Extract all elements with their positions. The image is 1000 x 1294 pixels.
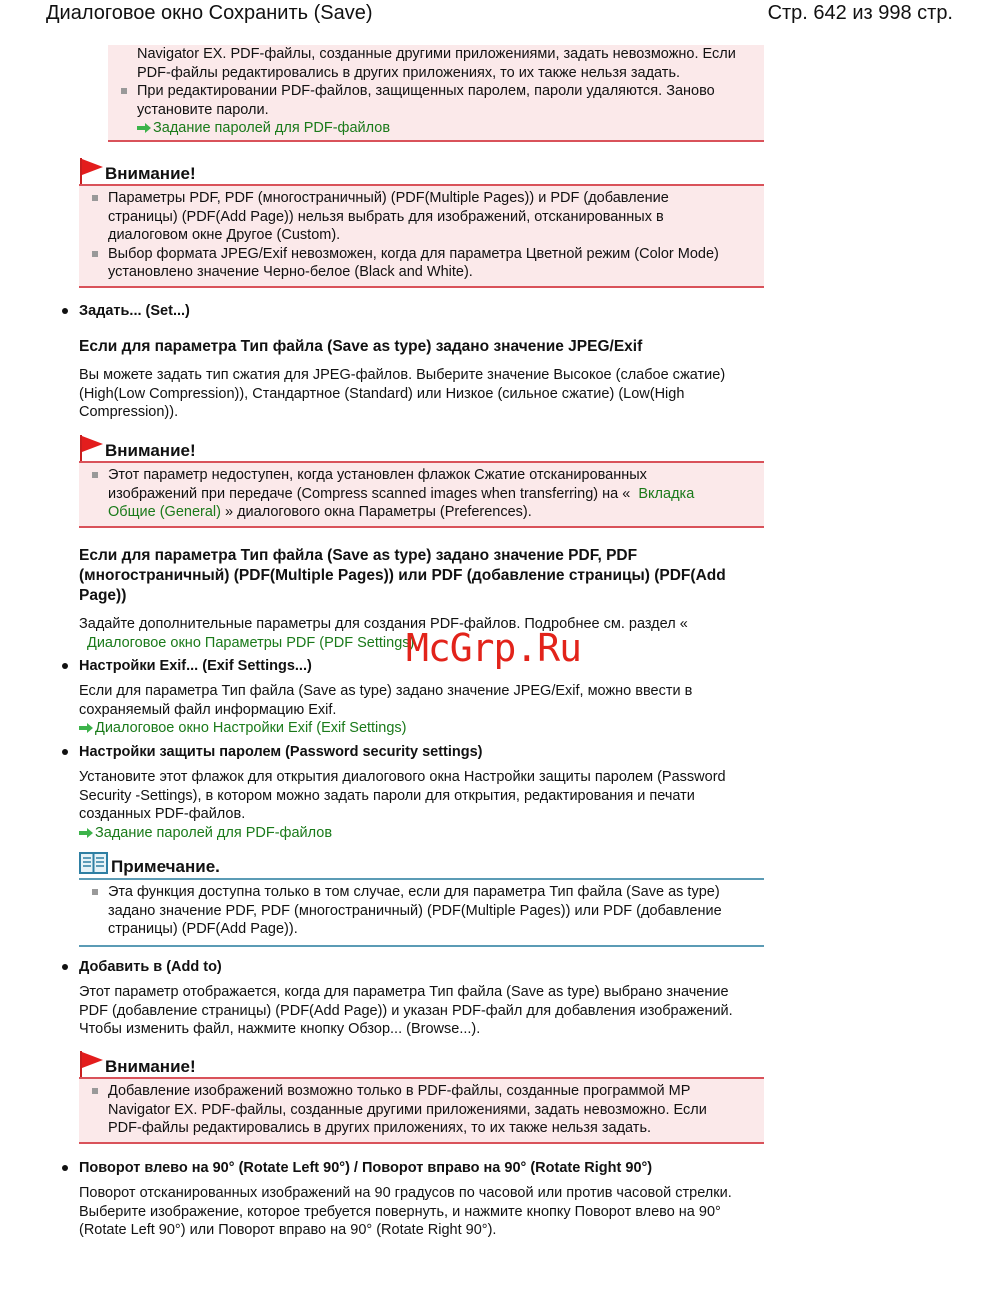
note-label: Примечание.: [111, 857, 220, 876]
tab-general-link[interactable]: Общие (General): [108, 504, 221, 520]
list-item: При редактировании PDF-файлов, защищенных паролем, пароли удаляются. Заново установите пароли.: [108, 82, 764, 119]
caution-label: Внимание!: [105, 1057, 196, 1076]
exif-settings-link[interactable]: Диалоговое окно Настройки Exif (Exif Settings): [79, 719, 764, 738]
section-heading: Если для параметра Тип файла (Save as type) задано значение JPEG/Exif: [79, 338, 643, 355]
top-box-link[interactable]: Задание паролей для PDF-файлов: [108, 119, 764, 138]
bullet-rotate: Поворот влево на 90° (Rotate Left 90°) / Поворот вправо на 90° (Rotate Right 90°): [79, 1159, 764, 1177]
paragraph: Этот параметр отображается, когда для параметра Тип файла (Save as type) выбрано значение PDF (добавление страницы) (PDF(Add Page)) и указан PDF-файл для добавления изображений. Чтобы изменить файл, нажмите кнопку Обзор... (Browse...).: [79, 984, 733, 1037]
list-item: Эта функция доступна только в том случае, если для параметра Тип файла (Save as type) задано значение PDF, PDF (многостраничный) (PDF(Multiple Pages)) или PDF (добавление страницы) (PDF(Add Page)).: [79, 883, 764, 939]
list-item: Добавление изображений возможно только в PDF-файлы, созданные программой MP Navigator EX. PDF-файлы, созданные другими приложениями, задать невозможно. Если PDF-файлы редактировались в других приложениях, то их также нельзя задать.: [79, 1082, 764, 1138]
paragraph: Вы можете задать тип сжатия для JPEG-файлов. Выберите значение Высокое (слабое сжатие) (High(Low Compression)), Стандартное (Standard) или Низкое (сильное сжатие) (Low(High Compression)).: [79, 367, 726, 420]
page-title: Диалоговое окно Сохранить (Save): [46, 2, 373, 24]
top-box-line: PDF-файлы редактировались в других приложениях, то их также нельзя задать.: [137, 64, 681, 81]
arrow-right-icon: [79, 723, 93, 733]
arrow-right-icon: [137, 123, 151, 133]
book-icon: [79, 852, 108, 874]
pdf-settings-link[interactable]: Диалоговое окно Параметры PDF (PDF Settings): [87, 634, 415, 651]
arrow-right-icon: [79, 828, 93, 838]
flag-icon: [79, 435, 103, 461]
note-block: [79, 852, 764, 947]
caution-label: Внимание!: [105, 164, 196, 183]
caution-block: [79, 435, 764, 528]
list-item: Параметры PDF, PDF (многостраничный) (PDF(Multiple Pages)) и PDF (добавление страницы) (PDF(Add Page)) нельзя выбрать для изображений, отсканированных в диалоговом окне Другое (Custom).: [79, 189, 764, 245]
caution-block: [79, 158, 764, 288]
page-counter: Стр. 642 из 998 стр.: [767, 2, 953, 24]
watermark: McGrp.Ru: [406, 626, 582, 670]
flag-icon: [79, 1051, 103, 1077]
bullet-exif-settings: Настройки Exif... (Exif Settings...): [79, 657, 764, 675]
tab-general-link[interactable]: Вкладка: [638, 485, 695, 502]
paragraph: Поворот отсканированных изображений на 90 градусов по часовой или против часовой стрелки. Выберите изображение, которое требуется повернуть, и нажмите кнопку Поворот влево на 90° (Rotate Left 90°) или Поворот вправо на 90° (Rotate Right 90°).: [79, 1185, 732, 1238]
paragraph: Задайте дополнительные параметры для создания PDF-файлов. Подробнее см. раздел « Диалоговое окно Параметры PDF (PDF Settings): [79, 616, 688, 651]
top-box-line: Navigator EX. PDF-файлы, созданные другими приложениями, задать невозможно. Если: [137, 46, 736, 62]
bullet-set: Задать... (Set...): [79, 302, 764, 320]
list-item: Выбор формата JPEG/Exif невозможен, когда для параметра Цветной режим (Color Mode) установлено значение Черно-белое (Black and White).: [79, 245, 764, 282]
section-heading: Если для параметра Тип файла (Save as type) задано значение PDF, PDF (многостраничный) (PDF(Multiple Pages)) или PDF (добавление страницы) (PDF(Add Page)): [79, 547, 726, 604]
password-link[interactable]: Задание паролей для PDF-файлов: [79, 824, 764, 843]
flag-icon: [79, 158, 103, 184]
bullet-password-settings: Настройки защиты паролем (Password security settings): [79, 743, 764, 761]
top-caution-box: [108, 45, 764, 142]
caution-label: Внимание!: [105, 441, 196, 460]
list-item: Этот параметр недоступен, когда установлен флажок Сжатие отсканированных изображений при передаче (Compress scanned images when transferring) на « Вкладка Общие (General) » диалогового окна Параметры (Preferences).: [79, 466, 764, 522]
paragraph: Если для параметра Тип файла (Save as type) задано значение JPEG/Exif, можно ввести в сохраняемый файл информацию Exif. Диалоговое окно Настройки Exif (Exif Settings): [79, 682, 764, 738]
bullet-add-to: Добавить в (Add to): [79, 958, 764, 976]
caution-block: [79, 1051, 764, 1144]
paragraph: Установите этот флажок для открытия диалогового окна Настройки защиты паролем (Password Security -Settings), в котором можно задать пароли для открытия, редактирования и печати созданных PDF-файлов. Задание паролей для PDF-файлов: [79, 768, 764, 842]
